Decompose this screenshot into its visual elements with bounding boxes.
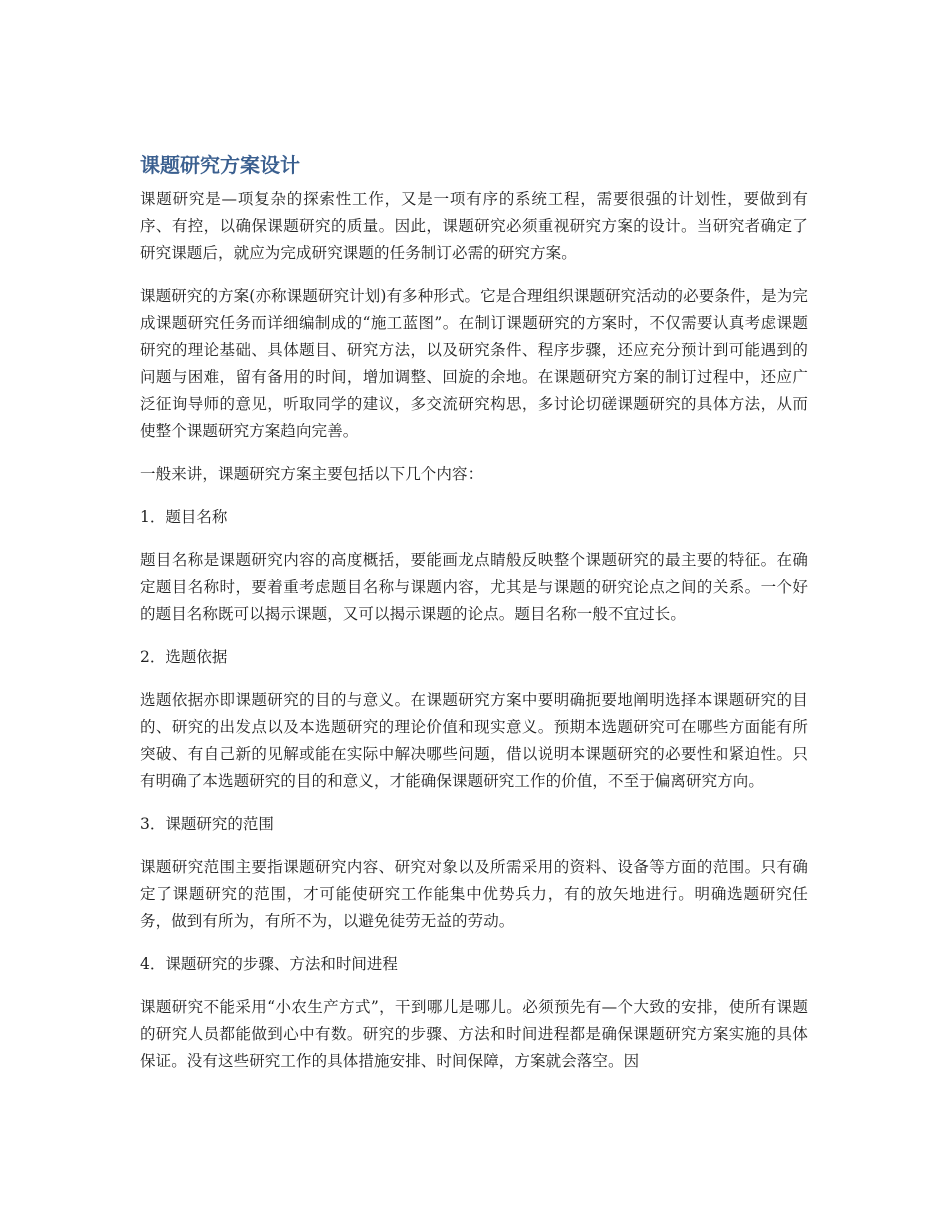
section-body-steps-methods: 课题研究不能采用“小农生产方式”，干到哪儿是哪儿。必须预先有—个大致的安排，使所有课题的研究人员都能做到心中有数。研究的步骤、方法和时间进程都是确保课题研究方案实施的具体保证。没有这些研究工作的具体措施安排、时间保障，方案就会落空。因 [140, 998, 808, 1070]
section-heading-title-name: 1．题目名称 [140, 508, 228, 526]
section-heading-topic-basis: 2．选题依据 [140, 648, 228, 666]
section-body-research-scope: 课题研究范围主要指课题研究内容、研究对象以及所需采用的资料、设备等方面的范围。只有确定了课题研究的范围，才可能使研究工作能集中优势兵力，有的放矢地进行。明确选题研究任务，做到有所为，有所不为，以避免徒劳无益的劳动。 [140, 858, 808, 930]
intro-paragraph-2: 课题研究的方案(亦称课题研究计划)有多种形式。它是合理组织课题研究活动的必要条件，是为完成课题研究任务而详细编制成的“施工蓝图”。在制订课题研究的方案时，不仅需要认真考虑课题研究的理论基础、具体题目、研究方法，以及研究条件、程序步骤，还应充分预计到可能遇到的问题与困难，留有备用的时间，增加调整、回旋的余地。在课题研究方案的制订过程中，还应广泛征询导师的意见，听取同学的建议，多交流研究构思，多讨论切磋课题研究的具体方法，从而使整个课题研究方案趋向完善。 [140, 287, 808, 440]
section-heading-research-scope: 3．课题研究的范围 [140, 815, 274, 833]
intro-paragraph-1: 课题研究是—项复杂的探索性工作，又是一项有序的系统工程，需要很强的计划性，要做到有序、有控，以确保课题研究的质量。因此，课题研究必须重视研究方案的设计。当研究者确定了研究课题后，就应为完成研究课题的任务制订必需的研究方案。 [140, 190, 808, 262]
section-body-topic-basis: 选题依据亦即课题研究的目的与意义。在课题研究方案中要明确扼要地阐明选择本课题研究的目的、研究的出发点以及本选题研究的理论价值和现实意义。预期本选题研究可在哪些方面能有所突破、有自己新的见解或能在实际中解决哪些问题，借以说明本课题研究的必要性和紧迫性。只有明确了本选题研究的目的和意义，才能确保课题研究工作的价值，不至于偏离研究方向。 [140, 691, 808, 790]
intro-paragraph-3: 一般来讲，课题研究方案主要包括以下几个内容： [140, 465, 484, 483]
section-body-title-name: 题目名称是课题研究内容的高度概括，要能画龙点睛般反映整个课题研究的最主要的特征。在确定题目名称时，要着重考虑题目名称与课题内容，尤其是与课题的研究论点之间的关系。一个好的题目名称既可以揭示课题，又可以揭示课题的论点。题目名称一般不宜过长。 [140, 551, 808, 623]
document-content [140, 150, 808, 1091]
section-heading-steps-methods: 4．课题研究的步骤、方法和时间进程 [140, 955, 398, 973]
document-title: 课题研究方案设计 [140, 153, 300, 177]
